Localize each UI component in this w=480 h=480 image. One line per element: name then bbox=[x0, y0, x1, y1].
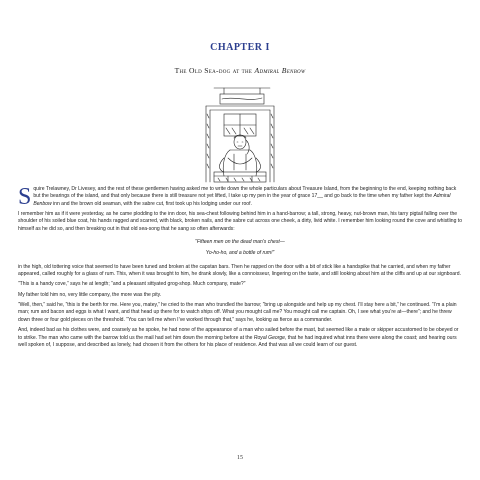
sailor-illustration bbox=[184, 84, 296, 184]
paragraph-6: “Well, then,” said he, “this is the berth for me. Here you, matey,” he cried to the man who trundled the barrow; “bring up alongside and help up my chest. I’ll stay here a bit,” he continued. “I’m a plain man; rum and bacon and eggs is what I want, and that head up there for to watch ships off. What you mought call me? You mought call me captain. Oh, I see what you’re at—there”; and he threw down three or four gold pieces on the threshold. “You can tell me when I’ve worked through that,” says he, looking as fierce as a commander. bbox=[18, 302, 457, 323]
para1-lead: quire Trelawney, Dr Livesey, and the rest of these gentlemen having asked me to write down the whole particulars about Treasure Island, from the beginning to the end, keeping nothing back but the bearings of the island, and that only because there is still treasure not yet lifted, I take up my pen in the year of grace 17__ and go back to the time when my father kept the bbox=[33, 186, 457, 200]
para7-lead: And, indeed bad as his clothes were, and coarsely as he spoke, he had none of the appearance of a man who sailed before the mast, but seemed like a mate or skipper accustomed to be obeyed or to strike. The man who came with the barrow told us the mail had set him down the morning before at the bbox=[18, 327, 459, 341]
paragraph-1 bbox=[18, 186, 462, 208]
para1-tail: inn and the brown old seaman, with the sabre cut, first took up his lodging under our roof. bbox=[51, 200, 252, 207]
sea-song bbox=[18, 239, 462, 258]
chapter-title bbox=[0, 66, 480, 75]
para7-inn: Royal George bbox=[253, 334, 285, 341]
paragraph-3: in the high, old tottering voice that seemed to have been tuned and broken at the capstan bars. Then he rapped on the door with a bit of stick like a handspike that he carried, and when my father appeared, called roughly for a glass of rum. This, when it was brought to him, he drank slowly, like a connoisseur, lingering on the taste, and still looking about him at the cliffs and up at our signboard. bbox=[18, 263, 461, 278]
para1-inn: Admiral Benbow bbox=[33, 193, 451, 207]
song-line-1: “Fifteen men on the dead man’s chest— bbox=[195, 239, 285, 246]
paragraph-4: “This is a handy cove,” says he at length; “and a pleasant sittyated grog-shop. Much company, mate?” bbox=[18, 281, 246, 288]
chapter-title-inn: Admiral Benbow bbox=[254, 66, 306, 75]
chapter-body bbox=[18, 186, 462, 352]
paragraph-7 bbox=[18, 327, 462, 349]
para7-tail: , that he had inquired what inns there were along the coast; and hearing ours well spoken of, I suppose, and described as lonely, had chosen it from the others for his place of residence. And that was all we could learn of our guest. bbox=[18, 334, 457, 348]
paragraph-2: I remember him as if it were yesterday, as he came plodding to the inn door, his sea-chest following behind him in a hand-barrow; a tall, strong, heavy, nut-brown man, his tarry pigtail falling over the shoulder of his soiled blue coat, his hands ragged and scarred, with black, broken nails, and the sabre cut across one cheek, a dirty, livid white. I remember him looking round the cove and whistling to himself as he did so, and then breaking out in that old sea-song that he sang so often afterwards: bbox=[18, 211, 462, 232]
chapter-heading: CHAPTER I bbox=[210, 42, 270, 53]
chapter-title-main: The Old Sea-dog at the bbox=[174, 66, 255, 75]
song-line-2: Yo-ho-ho, and a bottle of rum!” bbox=[205, 250, 275, 257]
paragraph-5: My father told him no, very little company, the more was the pity. bbox=[18, 291, 162, 298]
page-number: 15 bbox=[237, 455, 243, 461]
drop-cap: S bbox=[18, 184, 32, 210]
